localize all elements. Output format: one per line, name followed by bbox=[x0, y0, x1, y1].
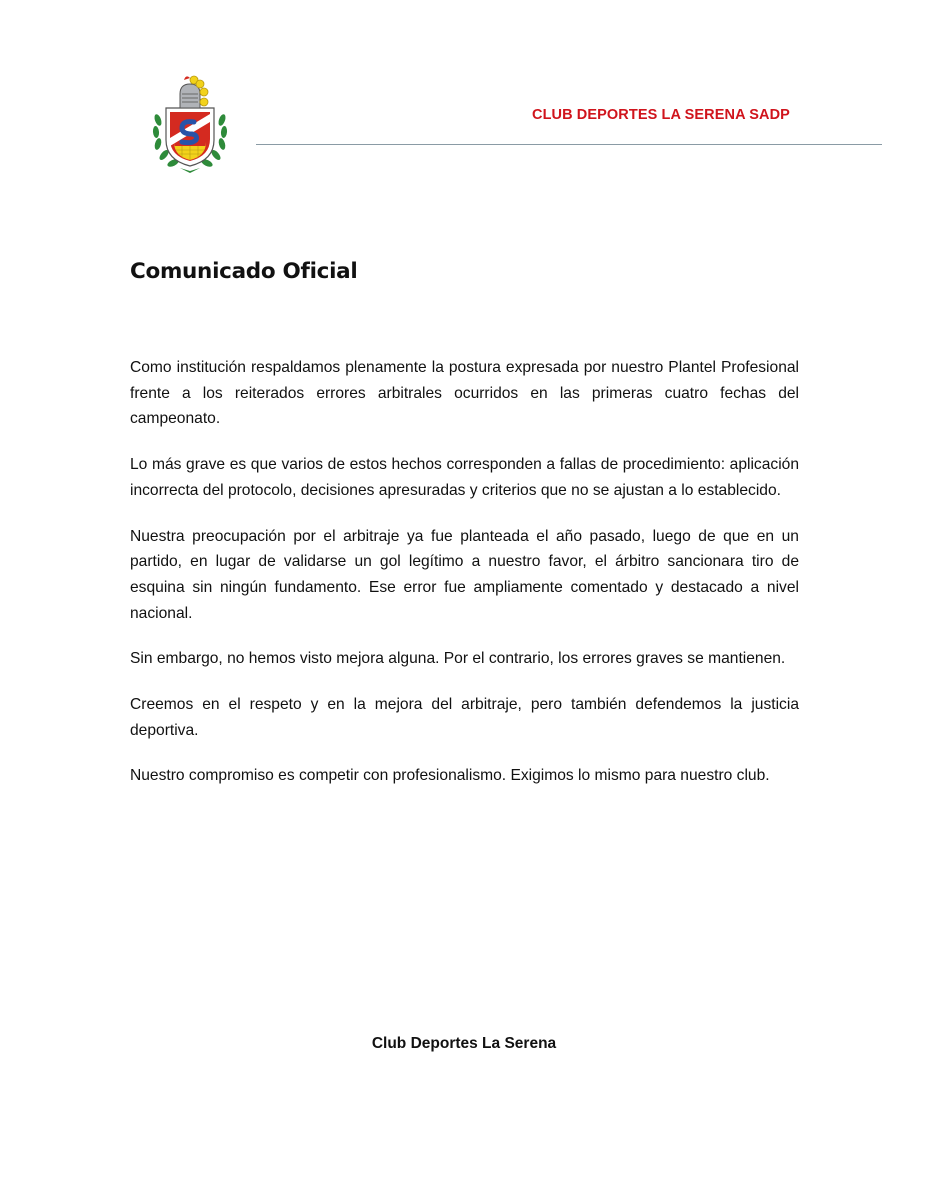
club-crest-icon bbox=[150, 72, 230, 176]
paragraph: Creemos en el respeto y en la mejora del arbitraje, pero también defendemos la justicia deportiva. bbox=[130, 696, 799, 739]
signature: Club Deportes La Serena bbox=[371, 1035, 557, 1052]
paragraph: Como institución respaldamos plenamente la postura expresada por nuestro Plantel Profesional frente a los reiterados errores arbitrales ocurridos en las primeras cuatro fechas del campeonato. bbox=[130, 359, 799, 428]
organization-name: CLUB DEPORTES LA SERENA SADP bbox=[532, 107, 790, 123]
paragraph: Lo más grave es que varios de estos hechos corresponden a fallas de procedimiento: aplicación incorrecta del protocolo, decisiones apresuradas y criterios que no se ajustan a lo establecido. bbox=[130, 456, 799, 499]
paragraph: Sin embargo, no hemos visto mejora alguna. Por el contrario, los errores graves se mantienen. bbox=[130, 650, 786, 668]
paragraph: Nuestro compromiso es competir con profesionalismo. Exigimos lo mismo para nuestro club. bbox=[130, 767, 770, 785]
paragraph: Nuestra preocupación por el arbitraje ya fue planteada el año pasado, luego de que en un partido, en lugar de validarse un gol legítimo a nuestro favor, el árbitro sancionara tiro de esquina sin ningún fundamento. Ese error fue ampliamente comentado y destacado a nivel nacional. bbox=[130, 527, 799, 622]
document-body bbox=[130, 355, 799, 809]
header-divider bbox=[256, 144, 882, 145]
document-title: Comunicado Oficial bbox=[130, 259, 358, 284]
